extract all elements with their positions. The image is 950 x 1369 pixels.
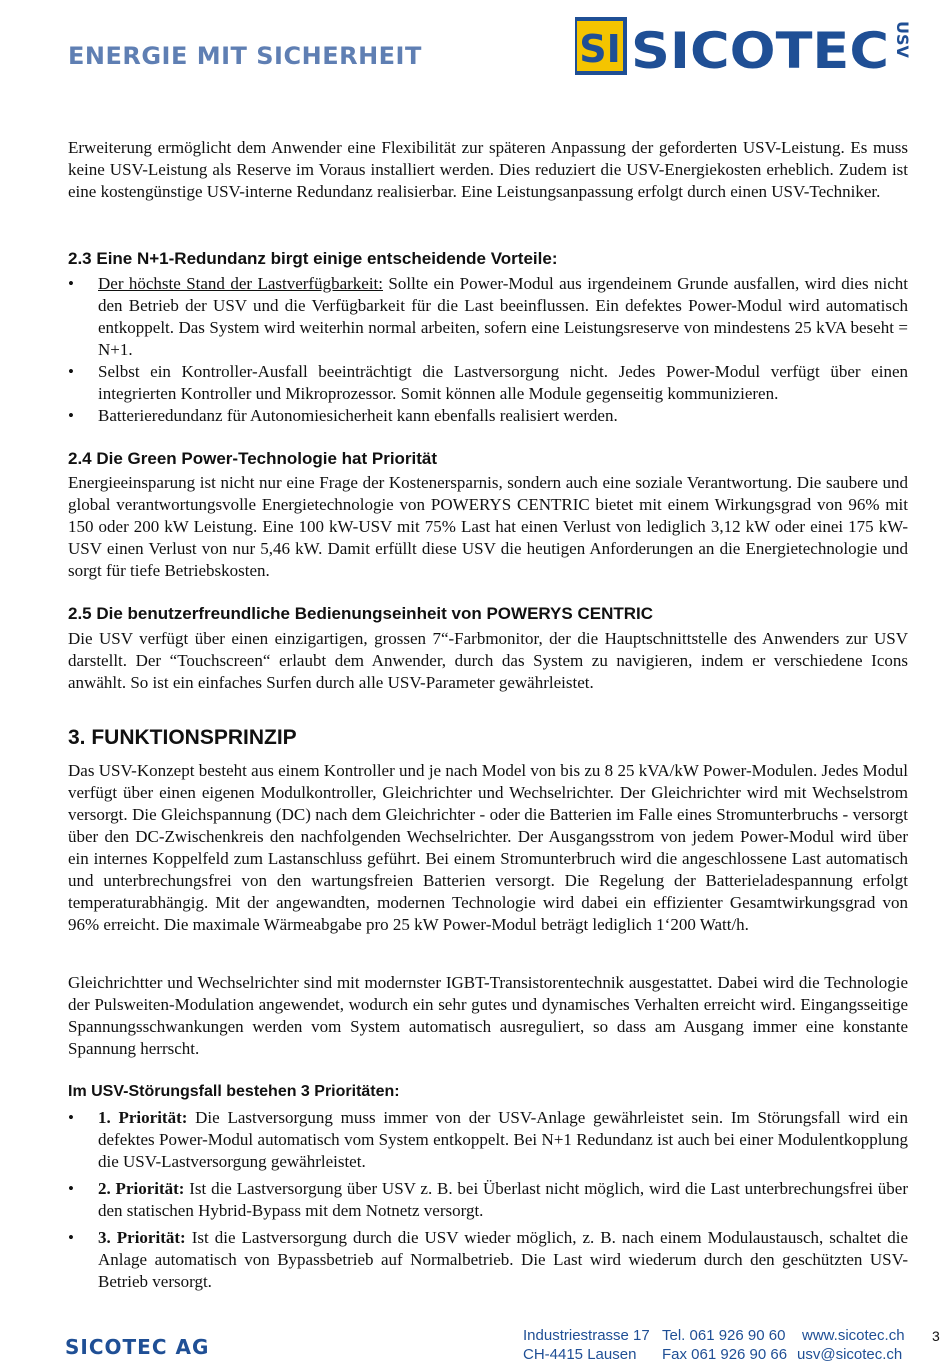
green-power-paragraph: Energieeinsparung ist nicht nur eine Frage der Kostenersparnis, sondern auch eine soziale Verantwortung. Die saubere und global verantwortungsvolle Energietechnologie von POWERYS CENTRIC bietet mit einem Wirkungsgrad von 96% mit 150 oder 200 kW Leistung. Eine 100 kW-USV mit 75% Last hat einen Verlust von lediglich 3,12 kW oder einei 175 kW-USV einen Verlust von nur 5,46 kW. Damit erfüllt diese USV die heutigen Anforderungen an die Energietechnologie und sorgt für tiefe Betriebskosten. <box>68 473 908 580</box>
item-text: Ist die Lastversorgung über USV z. B. bei Überlast nicht möglich, wird die Last unterbrechungsfrei über den statischen Hybrid-Bypass mit dem Notnetz versorgt. <box>98 1179 908 1220</box>
control-unit-paragraph: Die USV verfügt über einen einzigartigen, grossen 7“-Farbmonitor, der die Hauptschnittstelle des Anwenders zur USV darstellt. Der “Touchscreen“ erlaubt dem Anwender, durch das System zu navigieren, indem er verschiedene Icons anwählt. So ist ein einfaches Surfen durch alle USV-Parameter gewährleistet. <box>68 629 908 692</box>
bullet-icon: • <box>68 1228 74 1247</box>
item-text: Selbst ein Kontroller-Ausfall beeinträchtigt die Lastversorgung nicht. Jedes Power-Modul verfügt über einen integrierten Kontroller und Mikroprozessor. Somit können alle Module gegenseitig kommunizieren. <box>98 362 908 403</box>
bullet-icon: • <box>68 1108 74 1127</box>
logo-suffix-text: USV <box>893 21 912 58</box>
bullet-icon: • <box>68 406 74 425</box>
heading-2-5: 2.5 Die benutzerfreundliche Bedienungseinheit von POWERYS CENTRIC <box>68 604 654 623</box>
intro-paragraph: Erweiterung ermöglicht dem Anwender eine Flexibilität zur späteren Anpassung der geforderten USV-Leistung. Es muss keine USV-Leistung als Reserve im Voraus installiert werden. Dies reduziert die USV-Energiekosten erheblich. Zudem ist eine kostengünstige USV-interne Redundanz realisierbar. Eine Leistungsanpassung erfolgt durch einen USV-Techniker. <box>68 138 908 201</box>
redundancy-list <box>68 273 908 427</box>
item-lead: 1. Priorität: <box>98 1108 188 1127</box>
function-paragraph-2: Gleichrichtter und Wechselrichter sind mit modernster IGBT-Transistorentechnik ausgestattet. Dabei wird die Technologie der Pulsweiten-Modulation angewendet, wodurch ein sehr gutes und dynamisches Verhalten erreicht wird. Eingangsseitige Spannungsschwankungen werden vom System automatisch ausreguliert, so dass am Ausgang immer eine konstante Spannung herrscht. <box>68 973 908 1058</box>
sicotec-logo <box>575 16 915 76</box>
heading-3: 3. FUNKTIONSPRINZIP <box>68 726 297 749</box>
item-text: Die Lastversorgung muss immer von der USV-Anlage gewährleistet sein. Im Störungsfall wird ein defektes Power-Modul automatisch vom System entkoppelt. Bei N+1 Redundanz ist auch bei einer Modulentkopplung die USV-Lastversorgung gewährleistet. <box>98 1108 908 1171</box>
list-item <box>68 405 908 427</box>
bullet-icon: • <box>68 1179 74 1198</box>
logo-mark-text: SI <box>579 27 621 71</box>
heading-2-3: 2.3 Eine N+1-Redundanz birgt einige entscheidende Vorteile: <box>68 249 558 268</box>
list-item <box>68 273 908 361</box>
bullet-icon: • <box>68 274 74 293</box>
priorities-subheading: Im USV-Störungsfall bestehen 3 Prioritäten: <box>68 1083 400 1100</box>
logo-name-text: SICOTEC <box>631 22 889 76</box>
bullet-icon: • <box>68 362 74 381</box>
item-text: Ist die Lastversorgung durch die USV wieder möglich, z. B. nach einem Modulaustausch, schaltet die Anlage automatisch von Bypassbetrieb auf Normalbetrieb. Die Last wird wiederum durch den geschützten USV-Betrieb versorgt. <box>98 1228 908 1291</box>
footer-address-1: Industriestrasse 17 <box>523 1327 650 1344</box>
footer-email-link[interactable]: usv@sicotec.ch <box>797 1346 903 1363</box>
list-item <box>68 361 908 405</box>
page-number: 3 <box>932 1328 940 1344</box>
footer-brand: SICOTEC AG <box>65 1335 210 1359</box>
list-item <box>68 1227 908 1293</box>
list-item <box>68 1107 908 1173</box>
item-text: Sollte ein Power-Modul aus irgendeinem Grunde ausfallen, wird dies nicht den Betrieb der USV und die Verfügbarkeit für die Last beeinflussen. Ein defektes Power-Modul wird automatisch entkoppelt. Das System wird weiterhin normal arbeiten, sofern eine Leistungsreserve von mindestens 25 kVA beseht = N+1. <box>98 274 908 359</box>
header-tagline: ENERGIE MIT SICHERHEIT <box>68 42 422 70</box>
list-item <box>68 1178 908 1222</box>
item-lead: Der höchste Stand der Lastverfügbarkeit: <box>98 274 383 293</box>
footer-web-link[interactable]: www.sicotec.ch <box>802 1327 905 1344</box>
item-lead: 2. Priorität: <box>98 1179 185 1198</box>
footer-address-2: CH-4415 Lausen <box>523 1346 637 1363</box>
footer-fax: Fax 061 926 90 66 <box>662 1346 788 1363</box>
function-paragraph-1: Das USV-Konzept besteht aus einem Kontroller und je nach Model von bis zu 8 25 kVA/kW Power-Modulen. Jedes Modul verfügt über einen eigenen Modulkontroller, Gleichrichter und Wechselrichter. Der Gleichrichter wird mit Wechselstrom versorgt. Die Gleichspannung (DC) nach dem Gleichrichter - oder die Batterien im Falle eines Stromunterbruchs - versorgt über den DC-Zwischenkreis den nachfolgenden Wechselrichter. Der Ausgangsstrom von jedem Power-Modul wird über ein internes Koppelfeld zum Lastanschluss geführt. Bei einem Stromunterbruch wird die angeschlossene Last automatisch und unterbrechungsfrei von den wartungsfreien Batterien versorgt. Die Regelung der Batterieladespannung erfolgt temperaturabhängig. Mit der angewandten, modernen Technologie wird dabei ein effizienter Gesamtwirkungsgrad von 96% erreicht. Die maximale Wärmeabgabe pro 25 kW Power-Modul beträgt lediglich 1‘200 Watt/h. <box>68 761 908 934</box>
item-text: Batterieredundanz für Autonomiesicherheit kann ebenfalls realisiert werden. <box>98 406 618 425</box>
item-lead: 3. Priorität: <box>98 1228 186 1247</box>
footer-phone: Tel. 061 926 90 60 <box>662 1327 786 1344</box>
heading-2-4: 2.4 Die Green Power-Technologie hat Priorität <box>68 449 438 468</box>
priorities-list <box>68 1107 908 1293</box>
